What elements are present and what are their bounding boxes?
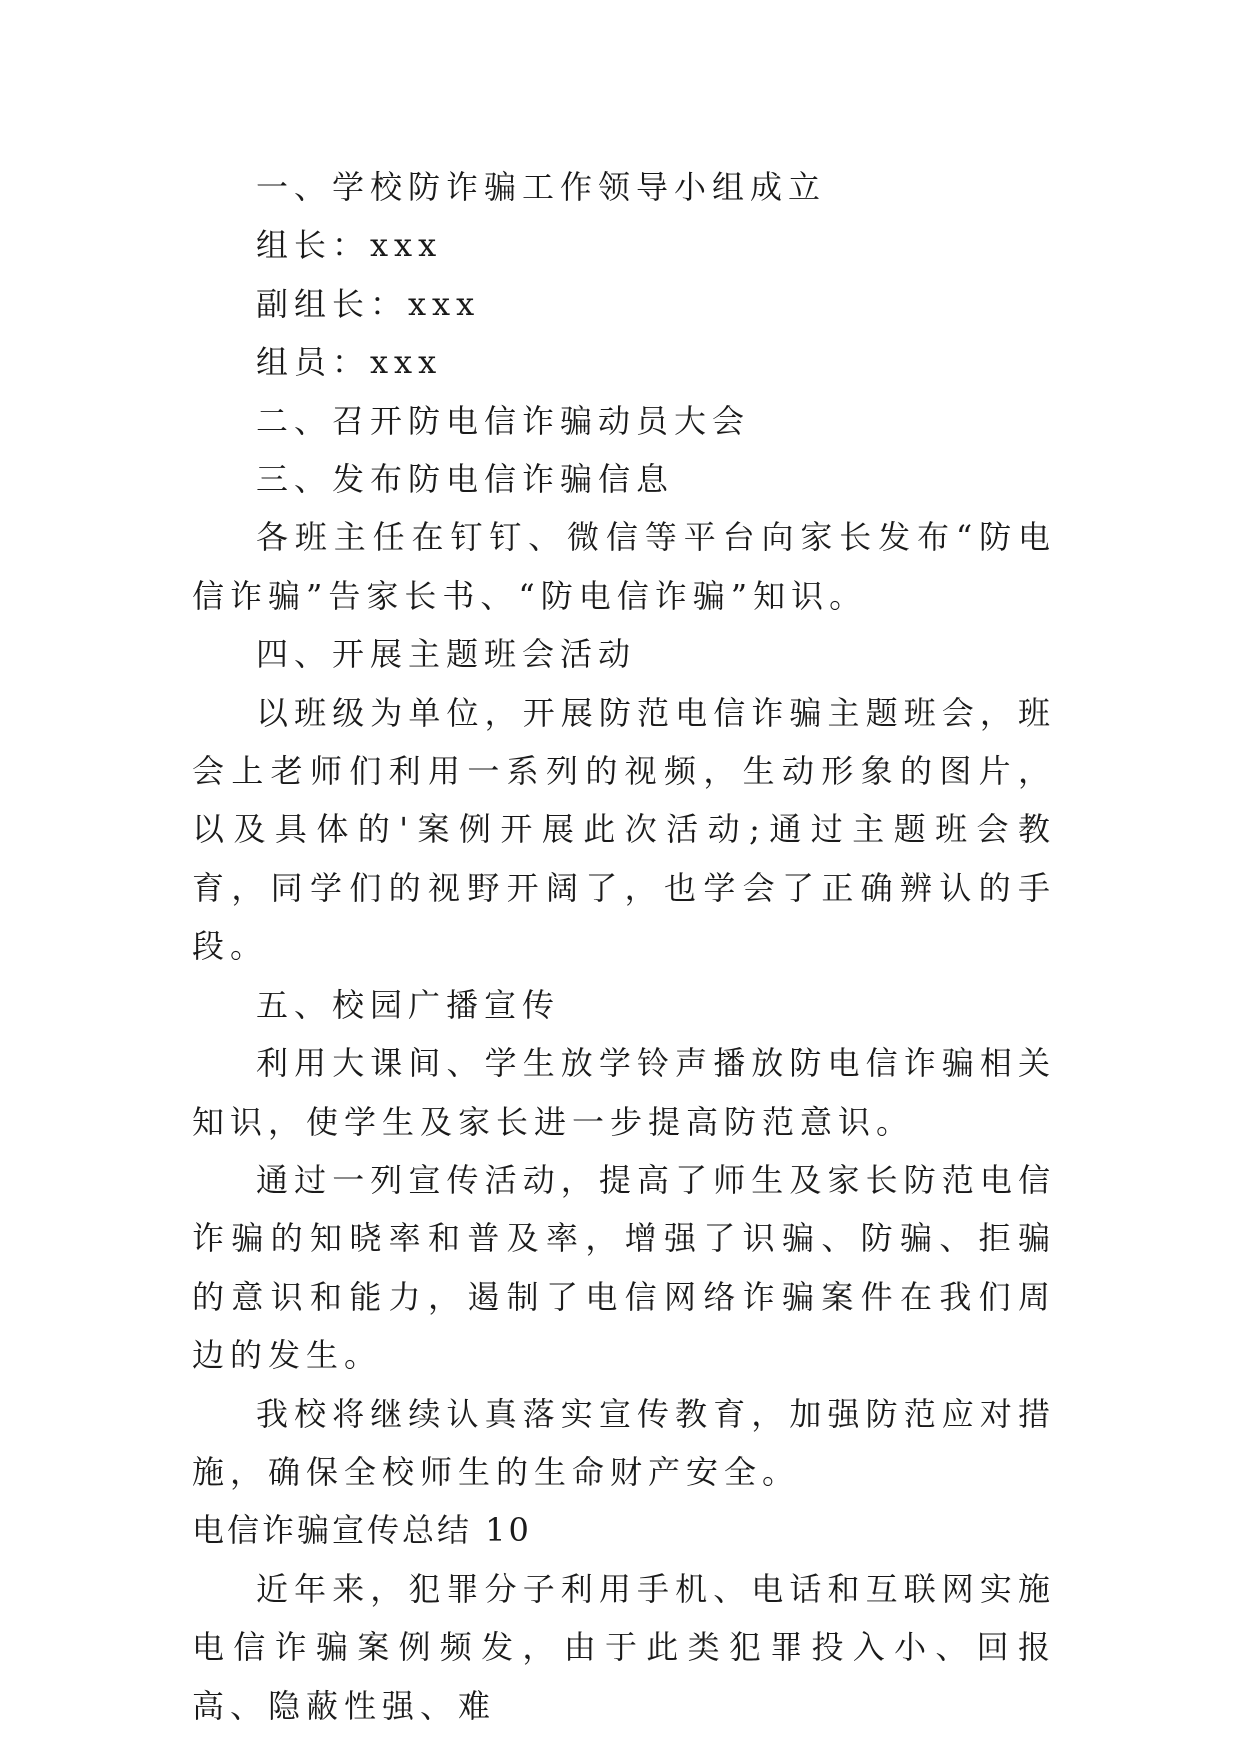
members-line: 组员：xxx <box>256 343 443 382</box>
heading-section-1: 一、学校防诈骗工作领导小组成立 <box>256 168 827 206</box>
heading-section-5: 五、校园广播宣传 <box>256 985 561 1024</box>
heading-section-3: 三、发布防电信诈骗信息 <box>256 460 675 499</box>
leader-line: 组长：xxx <box>256 226 443 265</box>
document-section-title: 电信诈骗宣传总结 10 <box>192 1511 532 1550</box>
paragraph-class-meeting: 以班级为单位，开展防范电信诈骗主题班会，班会上老师们利用一系列的视频，生动形象的图片，以及具体的'案例开展此次活动;通过主题班会教育，同学们的视野开阔了，也学会了正确辨认的手段。 <box>192 693 1056 966</box>
paragraph-intro: 近年来，犯罪分子利用手机、电话和互联网实施电信诈骗案例频发，由于此类犯罪投入小、回报高、隐蔽性强、难 <box>192 1569 1056 1725</box>
paragraph-commitment: 我校将继续认真落实宣传教育，加强防范应对措施，确保全校师生的生命财产安全。 <box>192 1394 1056 1491</box>
paragraph-results: 通过一列宣传活动，提高了师生及家长防范电信诈骗的知晓率和普及率，增强了识骗、防骗、拒骗的意识和能力，遏制了电信网络诈骗案件在我们周边的发生。 <box>192 1160 1056 1375</box>
document-body <box>192 158 1056 1735</box>
paragraph-publish-info: 各班主任在钉钉、微信等平台向家长发布“防电信诈骗”告家长书、“防电信诈骗”知识。 <box>192 518 1056 615</box>
paragraph-broadcast: 利用大课间、学生放学铃声播放防电信诈骗相关知识，使学生及家长进一步提高防范意识。 <box>192 1044 1056 1141</box>
heading-section-2: 二、召开防电信诈骗动员大会 <box>256 401 751 440</box>
deputy-leader-line: 副组长：xxx <box>256 284 481 323</box>
heading-section-4: 四、开展主题班会活动 <box>256 635 637 674</box>
